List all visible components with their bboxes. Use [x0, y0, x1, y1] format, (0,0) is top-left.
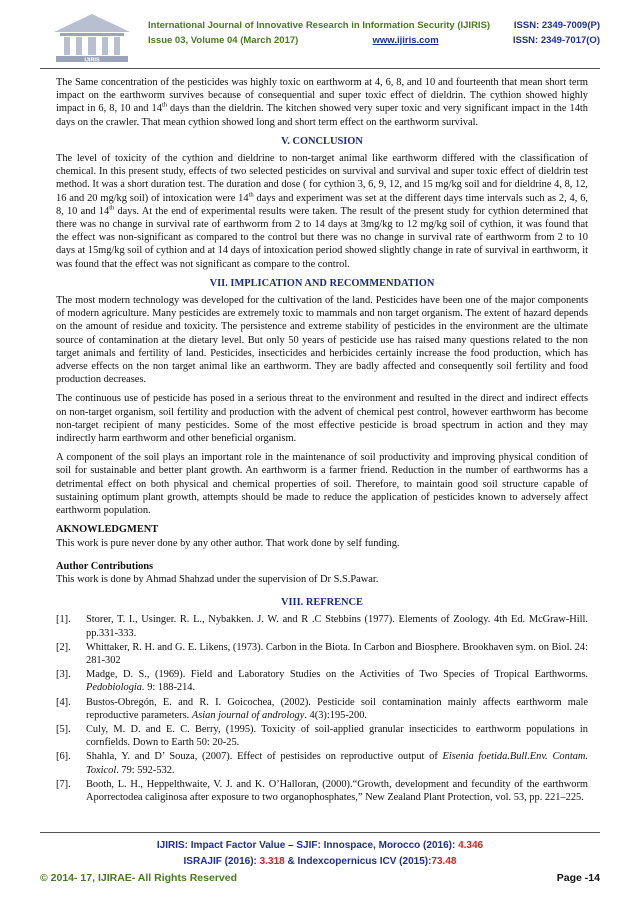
reference-item: [4]. Bustos-Obregón, E. and R. I. Goicochea, (2002). Pesticide soil contamination mainly affects earthworm male reproductive parameters. Asian journal of andrology. 4(3):195-200. — [56, 696, 588, 721]
conclusion-heading: V. CONCLUSION — [281, 135, 363, 147]
contributions-heading: Author Contributions — [56, 560, 154, 572]
copyright-notice: © 2014- 17, IJIRAE- All Rights Reserved — [40, 872, 238, 884]
intro-paragraph: The Same concentration of the pesticides was highly toxic on earthworm at 4, 6, 8, and 10 and fourteenth that mean short term impact on the earthworm survives because of consequential and super toxic effect of dieldrin. The cythion showed highly impact in 6, 8, 10 and 14th days than the dieldrin. The kitchen showed very super toxic and very significant impact in the 14th days on the crawler. That mean cythion showed long and short term effect on the earthworm survival. — [56, 77, 588, 128]
page-content — [56, 76, 588, 805]
acknowledgment-heading: AKNOWLEDGMENT — [56, 524, 159, 536]
contributions-text: This work is done by Ahmad Shahzad under the supervision of Dr S.S.Pawar. — [56, 573, 379, 585]
reference-item: [2]. Whittaker, R. H. and G. E. Likens, (1973). Carbon in the Biota. In Carbon and Biosphere. Brookhaven sym. on Biol. 24: 281-302 — [56, 641, 588, 666]
journal-url-link[interactable]: www.ijiris.com — [372, 35, 439, 46]
acknowledgment-text: This work is pure never done by any other author. That work done by self funding. — [56, 537, 400, 549]
implication-heading: VII. IMPLICATION AND RECOMMENDATION — [209, 277, 435, 289]
journal-name: International Journal of Innovative Research in Information Security (IJIRIS) — [148, 20, 491, 31]
issn-print: ISSN: 2349-7009(P) — [513, 20, 600, 31]
reference-item: [7]. Booth, L. H., Heppelthwaite, V. J. and K. O’Halloran, (2000).“Growth, development and fecundity of the earthworm Aporrectodea caliginosa after exposure to two organophosphates,” New Zealand Plant Protection, vol. 53, pp. 221–225. — [56, 778, 588, 803]
issn-online: ISSN: 2349-7017(O) — [512, 35, 600, 46]
index-line: ISRAJIF (2016): 3.318 & Indexcopernicus ICV (2015):73.48 — [183, 856, 457, 867]
page-number: Page -14 — [556, 872, 600, 884]
header-line-1 — [148, 20, 600, 31]
page-header — [40, 6, 600, 69]
impact-factor-line: IJIRIS: Impact Factor Value – SJIF: Innospace, Morocco (2016): 4.346 — [156, 840, 484, 851]
reference-item: [1]. Storer, T. I., Usinger. R. L., Nybakken. J. W. and R .C Stebbins (1977). Elements of Zoology. 4th Ed. McGraw-Hill. pp.331-333. — [56, 614, 588, 639]
issue-info: Issue 03, Volume 04 (March 2017) — [148, 35, 299, 46]
page-footer — [40, 838, 600, 870]
reference-list — [56, 613, 588, 804]
reference-item: [5]. Culy, M. D. and E. C. Berry, (1995). Toxicity of soil-applied granular insecticides to earthworm populations in cornfields. Down to Earth 50: 20-25. — [56, 723, 588, 749]
conclusion-paragraph: The level of toxicity of the cythion and dieldrine to non-target animal like earthworm differed with the classification of chemical. In this present study, effects of two selected pesticides on survival and survival and super toxic effect of dieldrin test method. It was a short duration test. The duration and dose ( for cythion 3, 6, 9, 12, and 15 mg/kg soil and for dieldrine 4, 8, 12, 16 and 20 mg/kg soil) of intoxication were 14th days and experiment was set at the different days time intervals such as 2, 4, 6, 8, 10 and 14th days. At the end of experimental results were taken. The result of the present study for cythion determined that there was no change in survival rate of earthworm from 2 to 14 days at 3mg/kg to 12 mg/kg soil of cythion, it was found that the effect was non-significant as compared to the control but there was no change in survival rate of earthworm from 2 to 10 days at 15mg/kg soil of cythion and at 14 days of intoxication period showed slightly change in rate of survival in earthworm, it was found that the effect was not significant as compare to the control. — [56, 153, 589, 270]
implication-paragraph-2: The continuous use of pesticide has posed in a serious threat to the environment and resulted in the direct and indirect effects on non-target organism, soil fertility and production with the advent of chemical pest control, however earthworm has become non-target recipient of many pesticides. Some of the most effective pesticide is broad spectrum in action and they may indirectly harm earthworm and other beneficial organism. — [56, 393, 588, 445]
journal-logo-icon — [50, 12, 134, 64]
footer-divider — [40, 832, 600, 833]
header-line-2 — [148, 35, 600, 46]
implication-paragraph-1: The most modern technology was developed for the cultivation of the land. Pesticides have been one of the major components of modern agriculture. Many pesticides are extremely toxic to mammals and non target organism. The extent of hazard depends on the amount of residue and toxicity. The persistence and extreme stability of pesticides in the environment are the ultimate source of contamination at the dietary level. But only 50 years of pesticide use has raised many questions related to the non target animals and fertility of land. Pesticides, insecticides and herbicides certainly increase the food production, which has adverse effects on the non target animal like an earthworm. They are badly affected and consequently soil fertility and food production decreases. — [56, 295, 588, 386]
reference-item: [6]. Shahla, Y. and D’ Souza, (2007). Effect of pestisides on reproductive output of Eisenia foetida.Bull.Env. Contam. Toxicol. 79: 592-532. — [56, 751, 589, 776]
references-heading: VIII. REFRENCE — [281, 597, 363, 609]
footer-bottom-row — [40, 872, 600, 884]
reference-item: [3]. Madge, D. S., (1969). Field and Laboratory Studies on the Activities of Two Species of Tropical Earthworms. Pedobiologia. 9: 188-214. — [56, 669, 588, 694]
logo-text: IJIRIS — [84, 57, 100, 64]
implication-paragraph-3: A component of the soil plays an important role in the maintenance of soil productivity and improving physical condition of soil for sustainable and better plant growth. An earthworm is a farmer friend. Reduction in the number of earthworms has a detrimental effect on both physical and chemical properties of soil. Therefore, to maintain good soil structure capable of sustaining optimum plant growth, attempts should be made to reduce the application of pesticides known to adversely affect earthworm population. — [56, 452, 588, 517]
